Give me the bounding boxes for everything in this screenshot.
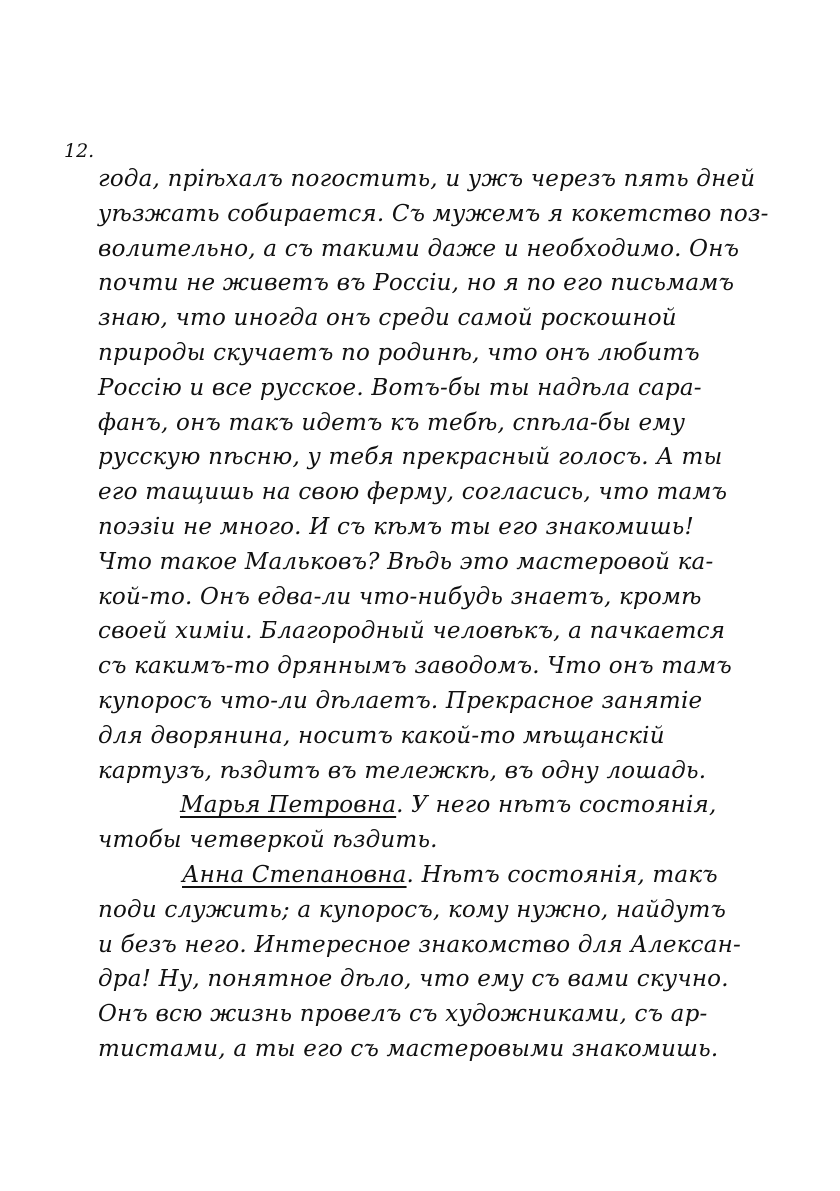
text-line: картузъ, ѣздитъ въ тележкѣ, въ одну лошадь. bbox=[98, 757, 707, 784]
text-line: чтобы четверкой ѣздить. bbox=[98, 827, 438, 854]
text-line: фанъ, онъ такъ идетъ къ тебѣ, спѣла-бы ему bbox=[98, 409, 686, 436]
text-line: для дворянина, носитъ какой-то мѣщанскій bbox=[98, 722, 665, 749]
dialogue-line-maria bbox=[98, 788, 798, 823]
text-line: тистами, а ты его съ мастеровыми знакомишь. bbox=[98, 1035, 719, 1062]
text-line: знаю, что иногда онъ среди самой роскошной bbox=[98, 305, 677, 332]
text-line: почти не живетъ въ Россіи, но я по его письмамъ bbox=[98, 270, 735, 297]
text-line: купоросъ что-ли дѣлаетъ. Прекрасное занятіе bbox=[98, 687, 703, 714]
text-line: съ какимъ-то дряннымъ заводомъ. Что онъ тамъ bbox=[98, 653, 732, 680]
speaker-name-maria: Марья Петровна bbox=[180, 792, 397, 819]
text-line: кой-то. Онъ едва-ли что-нибудь знаетъ, кромѣ bbox=[98, 583, 702, 610]
text-line: Что такое Мальковъ? Вѣдь это мастеровой ка- bbox=[98, 548, 714, 575]
dialogue-text: . Нѣтъ состоянія, такъ bbox=[406, 861, 718, 888]
text-line: Онъ всю жизнь провелъ съ художниками, съ ар- bbox=[98, 1001, 708, 1028]
text-line: его тащишь на свою ферму, согласись, что тамъ bbox=[98, 479, 728, 506]
text-line: и безъ него. Интересное знакомство для Алексан- bbox=[98, 931, 741, 958]
text-line: Россію и все русское. Вотъ-бы ты надѣла сара- bbox=[98, 374, 702, 401]
text-line: уѣзжать собирается. Съ мужемъ я кокетство поз- bbox=[98, 200, 769, 227]
page-number: 12. bbox=[64, 140, 95, 162]
text-line: волительно, а съ такими даже и необходимо. Онъ bbox=[98, 235, 740, 262]
text-line: русскую пѣсню, у тебя прекрасный голосъ. А ты bbox=[98, 444, 723, 471]
text-line: своей химіи. Благородный человѣкъ, а пачкается bbox=[98, 618, 726, 645]
dialogue-text: . У него нѣтъ состоянія, bbox=[396, 792, 717, 819]
text-line: природы скучаетъ по родинѣ, что онъ любитъ bbox=[98, 339, 700, 366]
dialogue-line-anna bbox=[98, 858, 798, 893]
speaker-name-anna: Анна Степановна bbox=[182, 861, 407, 888]
text-line: года, пріѣхалъ погостить, и ужъ черезъ пять дней bbox=[98, 166, 756, 192]
text-line: поди служить; а купоросъ, кому нужно, найдутъ bbox=[98, 896, 727, 923]
text-line: дра! Ну, понятное дѣло, что ему съ вами скучно. bbox=[98, 966, 729, 993]
text-line: поэзіи не много. И съ кѣмъ ты его знакомишь! bbox=[98, 513, 694, 540]
manuscript-text bbox=[98, 162, 798, 1067]
